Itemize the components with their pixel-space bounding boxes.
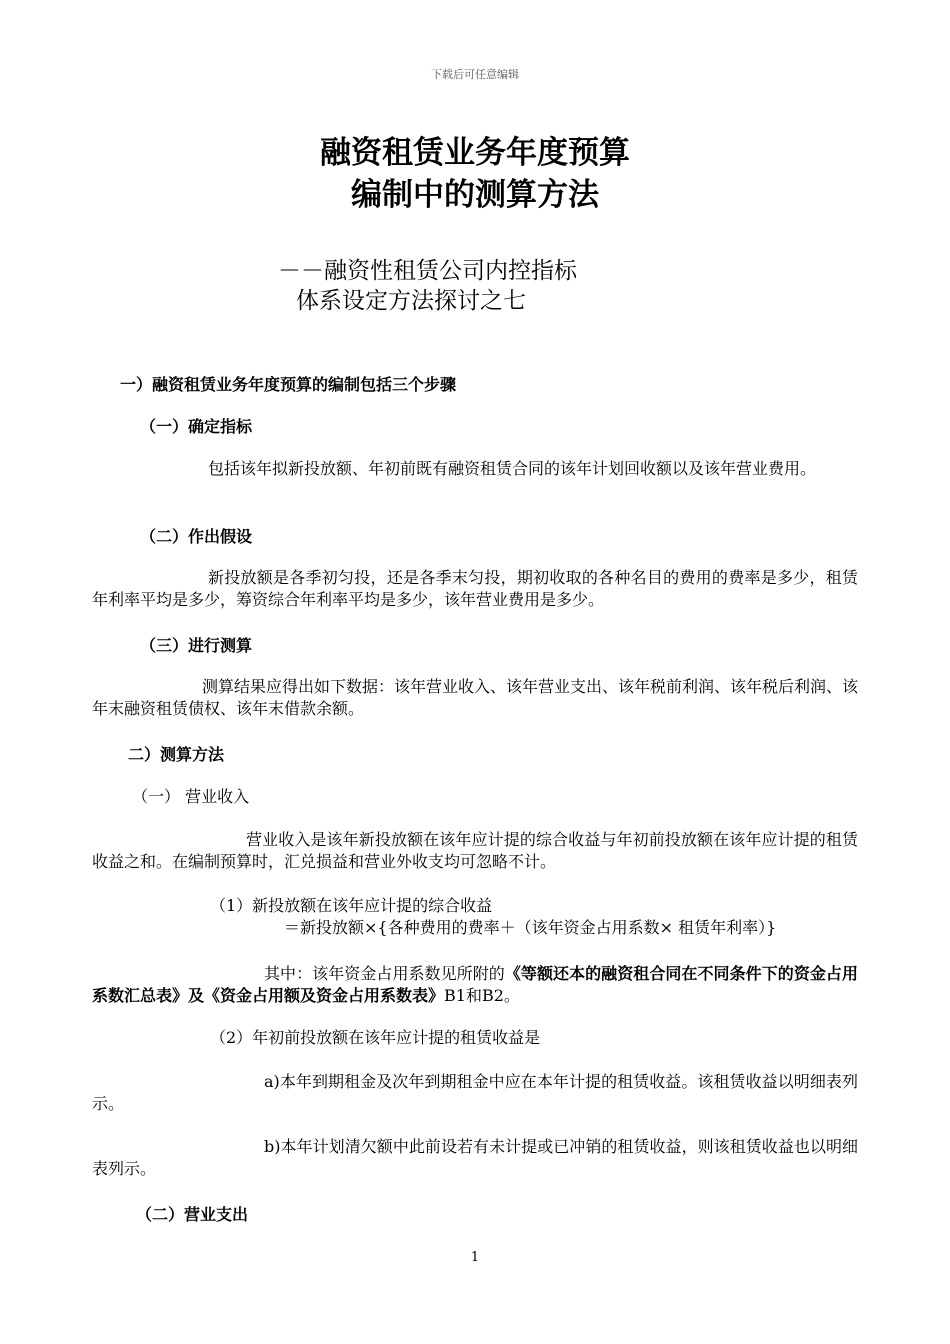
subtitle-line1: －－融资性租赁公司内控指标 [278,258,577,284]
item2-b: b)本年计划清欠额中此前设若有未计提或已冲销的租赁收益，则该租赁收益也以明细表列示。 [92,1137,858,1178]
item1-formula: ＝新投放额×{各种费用的费率＋（该年资金占用系数× 租赁年利率）} [284,918,777,937]
section2-sub1-heading: （一） 营业收入 [132,787,250,806]
item1-note-bold: 《等额还本的融资租合同在不同条件下的资金占用系数汇总表》及《资金占用额及资金占用系数表》 [92,964,858,1005]
page-number: 1 [470,1250,480,1265]
item1-note [92,963,858,1007]
header-note: 下载后可任意编辑 [431,68,519,81]
section1-sub1-body: 包括该年拟新投放额、年初前既有融资租赁合同的该年计划回收额以及该年营业费用。 [208,459,817,478]
item2-title: （2）年初前投放额在该年应计提的租赁收益是 [210,1028,541,1047]
item1-note-plain: 其中：该年资金占用系数见所附的 [264,964,505,983]
section1-sub2-heading: （二）作出假设 [140,527,253,546]
section1-sub1-heading: （一）确定指标 [140,417,253,436]
item2-a: a)本年到期租金及次年到期租金中应在本年计提的租赁收益。该租赁收益以明细表列示。 [92,1072,858,1113]
section2-heading: 二）测算方法 [128,745,225,764]
section1-sub2-body: 新投放额是各季初匀投，还是各季末匀投，期初收取的各种名目的费用的费率是多少，租赁年利率平均是多少，筹资综合年利率平均是多少，该年营业费用是多少。 [92,568,858,609]
section2-sub1-body: 营业收入是该年新投放额在该年应计提的综合收益与年初前投放额在该年应计提的租赁收益之和。在编制预算时，汇兑损益和营业外收支均可忽略不计。 [92,830,858,871]
section1-heading: 一）融资租赁业务年度预算的编制包括三个步骤 [120,375,457,394]
subtitle-line2: 体系设定方法探讨之七 [296,288,526,314]
section1-sub3-body: 测算结果应得出如下数据：该年营业收入、该年营业支出、该年税前利润、该年税后利润、该年末融资租赁债权、该年末借款余额。 [92,677,859,718]
item1-note-tail: B1和B2。 [444,986,520,1005]
section1-sub3-heading: （三）进行测算 [140,636,253,655]
section2-sub2-heading: （二）营业支出 [136,1205,249,1224]
item1-title: （1）新投放额在该年应计提的综合收益 [210,896,493,915]
document-title-line2: 编制中的测算方法 [351,177,599,213]
document-title-line1: 融资租赁业务年度预算 [320,135,630,171]
